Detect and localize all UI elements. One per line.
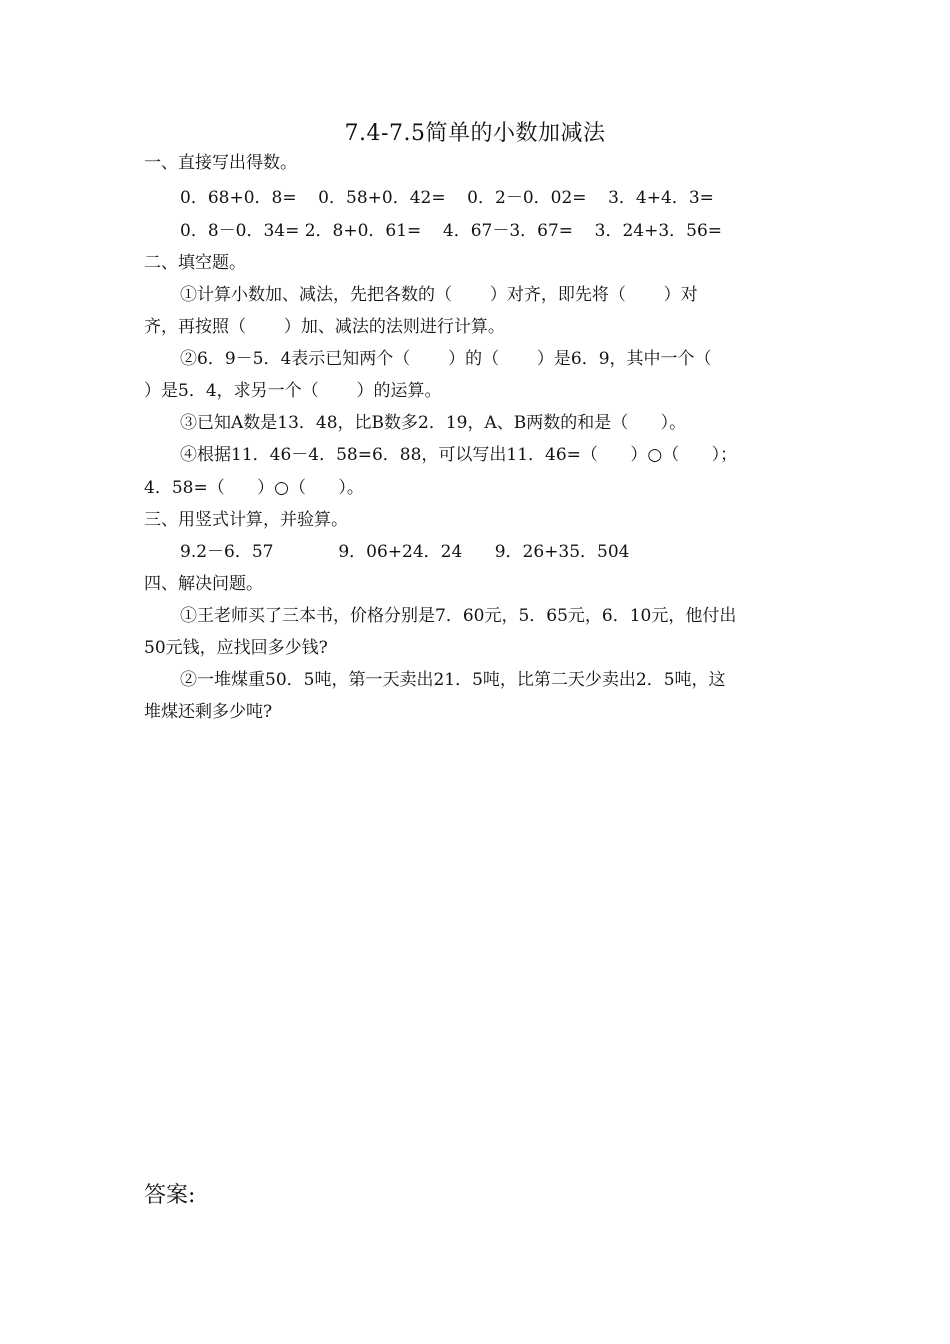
section-3-row: 9.2－6．57 9．06+24．24 9．26+35．504 xyxy=(180,542,630,562)
section-4-heading: 四、解决问题。 xyxy=(144,574,263,594)
section-1-heading: 一、直接写出得数。 xyxy=(144,153,297,173)
section-2-q1-line-2: 齐，再按照（ ）加、减法的法则进行计算。 xyxy=(144,317,505,337)
section-2-q2-line-2: ）是5．4，求另一个（ ）的运算。 xyxy=(144,381,442,401)
section-4-q2-line-1: ②一堆煤重50．5吨，第一天卖出21．5吨，比第二天少卖出2．5吨，这 xyxy=(180,670,726,690)
section-2-q1-line-1: ①计算小数加、减法，先把各数的（ ）对齐，即先将（ ）对 xyxy=(180,285,698,305)
page-title: 7.4-7.5简单的小数加减法 xyxy=(344,121,606,146)
section-1-row-1: 0．68+0．8= 0．58+0．42= 0．2－0．02= 3．4+4．3= xyxy=(180,188,714,208)
section-2-q4-line-1: ④根据11．46－4．58=6．88，可以写出11．46=（ ）○（ ）； xyxy=(180,445,738,465)
section-2-q3: ③已知A数是13．48，比B数多2．19，A、B两数的和是（ ）。 xyxy=(180,413,687,433)
section-2-q2-line-1: ②6．9－5．4表示已知两个（ ）的（ ）是6．9，其中一个（ xyxy=(180,349,712,369)
section-1-row-2: 0．8－0．34= 2．8+0．61= 4．67－3．67= 3．24+3．56= xyxy=(180,221,723,241)
section-2-q4-line-2: 4．58=（ ）○（ ）。 xyxy=(144,478,364,498)
section-4-q2-line-2: 堆煤还剩多少吨? xyxy=(144,702,273,722)
answer-label: 答案: xyxy=(144,1183,196,1208)
section-4-q1-line-2: 50元钱，应找回多少钱? xyxy=(144,638,328,658)
section-3-heading: 三、用竖式计算，并验算。 xyxy=(144,510,348,530)
section-2-heading: 二、填空题。 xyxy=(144,253,246,273)
section-4-q1-line-1: ①王老师买了三本书，价格分别是7．60元，5．65元，6．10元，他付出 xyxy=(180,606,737,626)
